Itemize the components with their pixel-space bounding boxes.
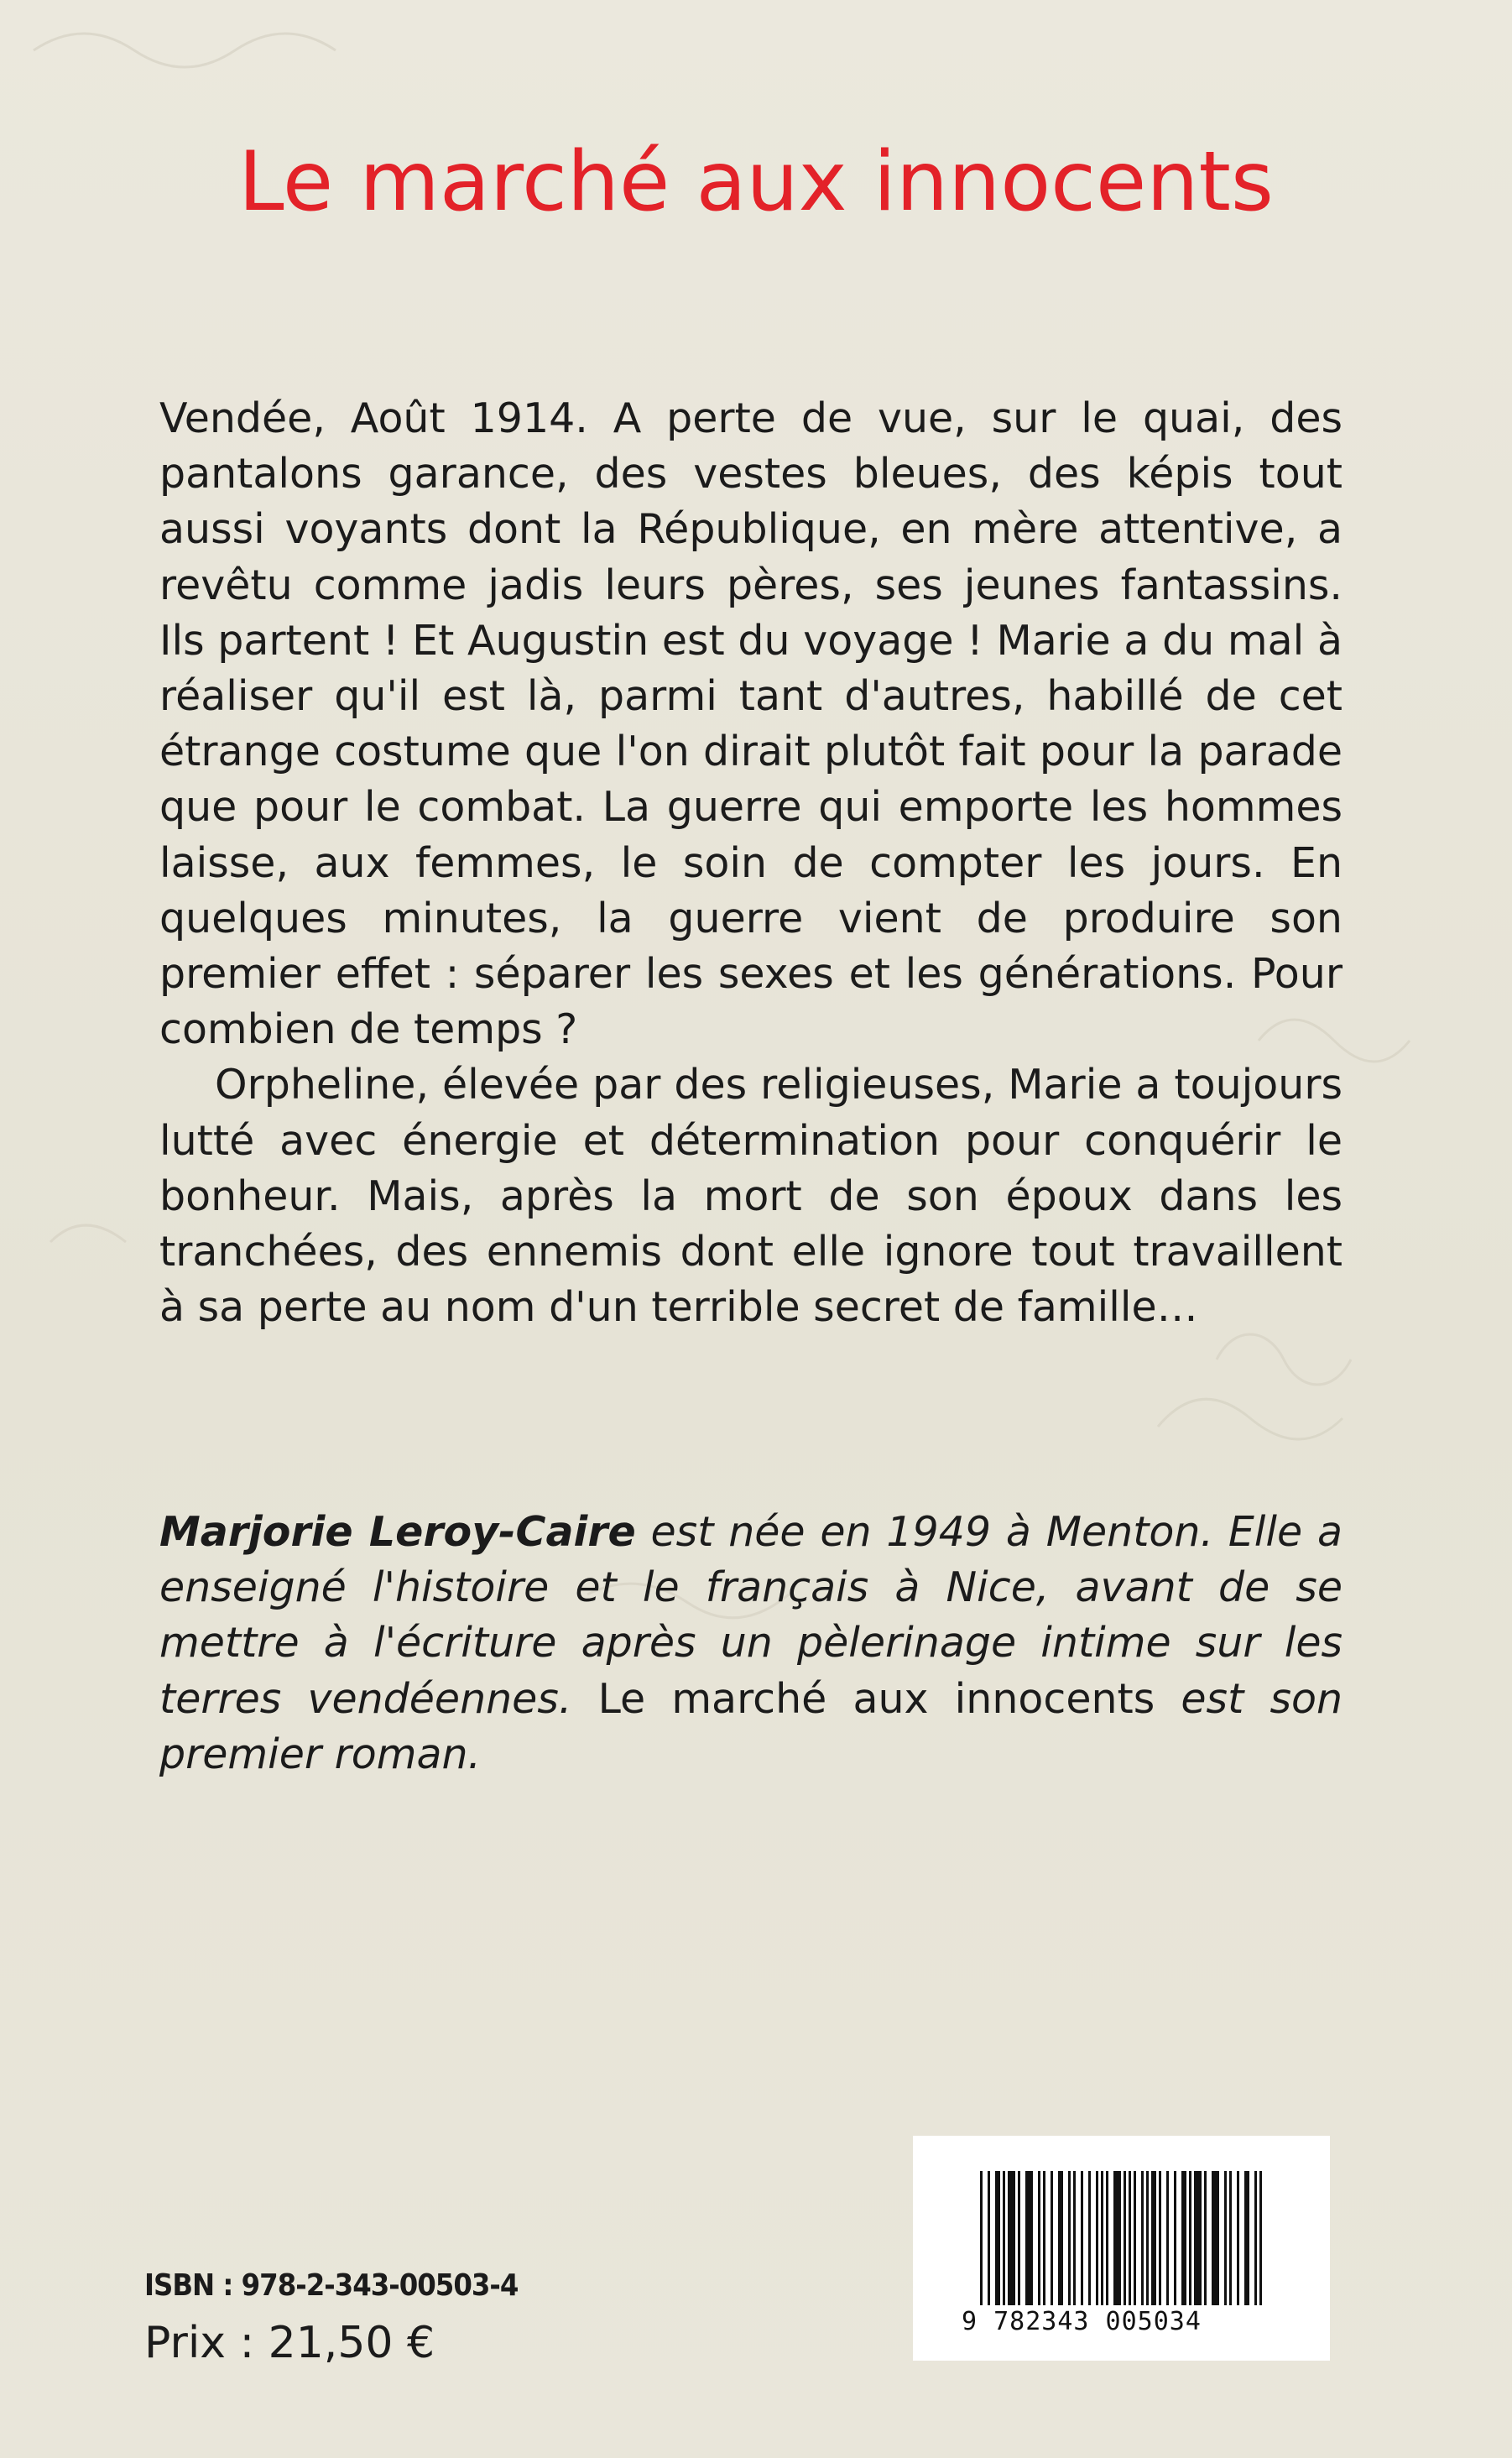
barcode-bar xyxy=(1008,2171,1015,2305)
barcode-bar xyxy=(1129,2171,1131,2305)
barcode-digits: 9 782343 005034 xyxy=(962,2307,1202,2336)
barcode-bar xyxy=(1212,2171,1219,2305)
barcode-bar xyxy=(1058,2171,1063,2305)
author-bio xyxy=(159,1505,1343,1782)
barcode-bar xyxy=(1194,2171,1202,2305)
barcode-bar xyxy=(1244,2171,1249,2305)
barcode-bar xyxy=(1025,2171,1033,2305)
barcode-bar xyxy=(1146,2171,1149,2305)
barcode-bar xyxy=(1134,2171,1136,2305)
barcode-bar xyxy=(1081,2171,1083,2305)
author-name: Marjorie Leroy-Caire xyxy=(159,1508,636,1556)
isbn: ISBN : 978-2-343-00503-4 xyxy=(144,2268,519,2303)
barcode-bar xyxy=(1229,2171,1232,2305)
barcode-bar xyxy=(1166,2171,1169,2305)
barcode-bar xyxy=(1106,2171,1108,2305)
barcode-bar xyxy=(1113,2171,1121,2305)
barcode-bar xyxy=(1068,2171,1071,2305)
author-bio-text xyxy=(159,1505,1343,1782)
barcode-bar xyxy=(1141,2171,1144,2305)
barcode xyxy=(913,2136,1330,2361)
barcode-bar xyxy=(1003,2171,1005,2305)
barcode-bar xyxy=(1096,2171,1098,2305)
book-title: Le marché aux innocents xyxy=(238,134,1274,230)
barcode-bar xyxy=(1038,2171,1040,2305)
barcode-bar xyxy=(1124,2171,1126,2305)
barcode-bar xyxy=(1073,2171,1076,2305)
barcode-bar xyxy=(1088,2171,1091,2305)
barcode-bar xyxy=(1159,2171,1161,2305)
barcode-bar xyxy=(1051,2171,1053,2305)
bio-book-title: Le marché aux innocents xyxy=(597,1674,1155,1723)
barcode-bar xyxy=(1181,2171,1186,2305)
barcode-bar xyxy=(1101,2171,1103,2305)
barcode-bar xyxy=(1204,2171,1207,2305)
barcode-bar xyxy=(1189,2171,1191,2305)
barcode-bar xyxy=(1018,2171,1020,2305)
barcode-bar xyxy=(1237,2171,1239,2305)
barcode-bar xyxy=(988,2171,990,2305)
synopsis-paragraph-1: Vendée, Août 1914. A perte de vue, sur le quai, des pantalons garance, des vestes bleues, des képis tout aussi voyants dont la République, en mère attentive, a revêtu comme jadis leurs pères, ses jeunes fantassins. Ils partent ! Et Augustin est du voyage ! Marie a du mal à réaliser qu'il est là, parmi tant d'autres, habillé de cet étrange costume que l'on dirait plutôt fait pour la parade que pour le combat. La guerre qui emporte les hommes laisse, aux femmes, le soin de compter les jours. En quelques minutes, la guerre vient de produire son premier effet : séparer les sexes et les générations. Pour combien de temps ? xyxy=(159,394,1343,1054)
barcode-bar xyxy=(1043,2171,1045,2305)
bio-text-2: est son premier roman. xyxy=(159,1674,1343,1778)
barcode-bars xyxy=(980,2171,1265,2310)
barcode-bar xyxy=(1259,2171,1262,2305)
bio-text-1: est née en 1949 à Menton. Elle a enseigné l'histoire et le français à Nice, avant de se mettre à l'écriture après un pèlerinage intime sur les terres vendéennes. xyxy=(159,1508,1343,1723)
barcode-bar xyxy=(1254,2171,1257,2305)
synopsis-paragraph-2: Orpheline, élevée par des religieuses, Marie a toujours lutté avec énergie et détermination pour conquérir le bonheur. Mais, après la mort de son époux dans les tranchées, des ennemis dont elle ignore tout travaillent à sa perte au nom d'un terrible secret de famille… xyxy=(159,1061,1343,1332)
barcode-bar xyxy=(995,2171,1000,2305)
barcode-bar xyxy=(1224,2171,1227,2305)
barcode-bar xyxy=(1151,2171,1156,2305)
barcode-bar xyxy=(1174,2171,1176,2305)
synopsis xyxy=(159,391,1343,1335)
barcode-bar xyxy=(980,2171,983,2305)
price: Prix : 21,50 € xyxy=(144,2318,435,2368)
